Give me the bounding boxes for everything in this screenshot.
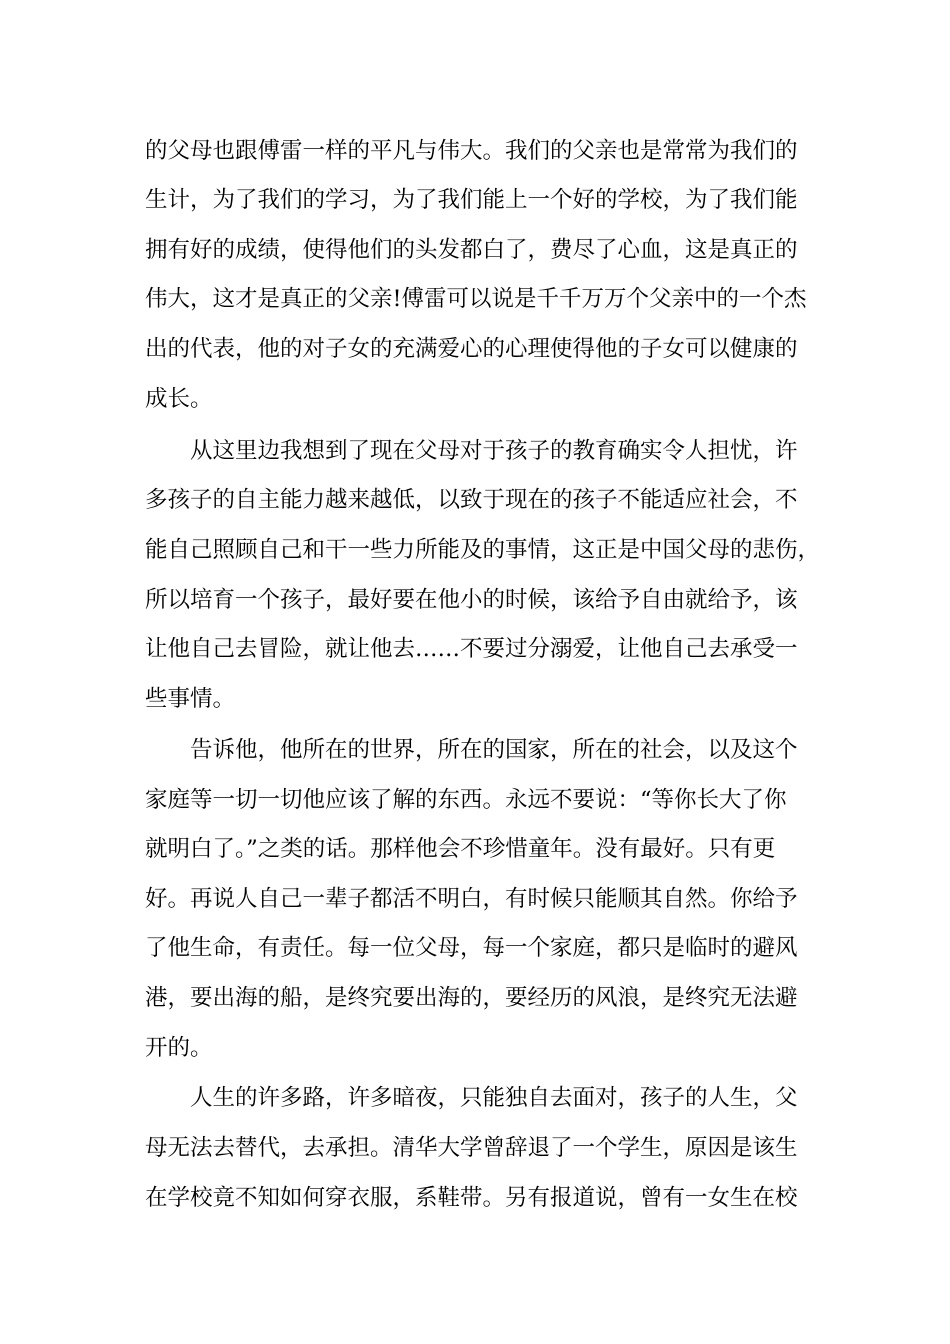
text-line: 在学校竟不知如何穿衣服，系鞋带。另有报道说，曾有一女生在校 <box>145 1185 798 1211</box>
text-line: 些事情。 <box>145 686 236 712</box>
text-line: 母无法去替代，去承担。清华大学曾辞退了一个学生，原因是该生 <box>145 1135 798 1161</box>
paragraph-first-line: 人生的许多路，许多暗夜，只能独自去面对，孩子的人生，父 <box>190 1085 798 1111</box>
text-line: 多孩子的自主能力越来越低，以致于现在的孩子不能适应社会，不 <box>145 487 798 513</box>
text-line: 能自己照顾自己和干一些力所能及的事情，这正是中国父母的悲伤， <box>145 537 821 563</box>
text-line: 出的代表，他的对子女的充满爱心的心理使得他的子女可以健康的 <box>145 336 798 362</box>
text-line: 成长。 <box>145 386 213 412</box>
paragraph-first-line: 从这里边我想到了现在父母对于孩子的教育确实令人担忧，许 <box>190 438 798 464</box>
text-line: 了他生命，有责任。每一位父母，每一个家庭，都只是临时的避风 <box>145 935 798 961</box>
paragraph-first-line: 告诉他，他所在的世界，所在的国家，所在的社会，以及这个 <box>190 737 798 763</box>
text-line: 生计，为了我们的学习，为了我们能上一个好的学校，为了我们能 <box>145 187 798 213</box>
text-line: 港，要出海的船，是终究要出海的，要经历的风浪，是终究无法避 <box>145 985 798 1011</box>
text-line: 就明白了。”之类的话。那样他会不珍惜童年。没有最好。只有更 <box>145 836 776 862</box>
text-line: 所以培育一个孩子，最好要在他小的时候，该给予自由就给予，该 <box>145 587 798 613</box>
text-line: 的父母也跟傅雷一样的平凡与伟大。我们的父亲也是常常为我们的 <box>145 138 798 164</box>
text-line: 让他自己去冒险，就让他去……不要过分溺爱，让他自己去承受一 <box>145 636 798 662</box>
text-line: 好。再说人自己一辈子都活不明白，有时候只能顺其自然。你给予 <box>145 886 798 912</box>
text-line: 伟大，这才是真正的父亲!傅雷可以说是千千万万个父亲中的一个杰 <box>145 286 807 312</box>
text-line: 拥有好的成绩，使得他们的头发都白了，费尽了心血，这是真正的 <box>145 237 798 263</box>
text-line: 开的。 <box>145 1035 213 1061</box>
text-line: 家庭等一切一切他应该了解的东西。永远不要说：“等你长大了你 <box>145 787 787 813</box>
